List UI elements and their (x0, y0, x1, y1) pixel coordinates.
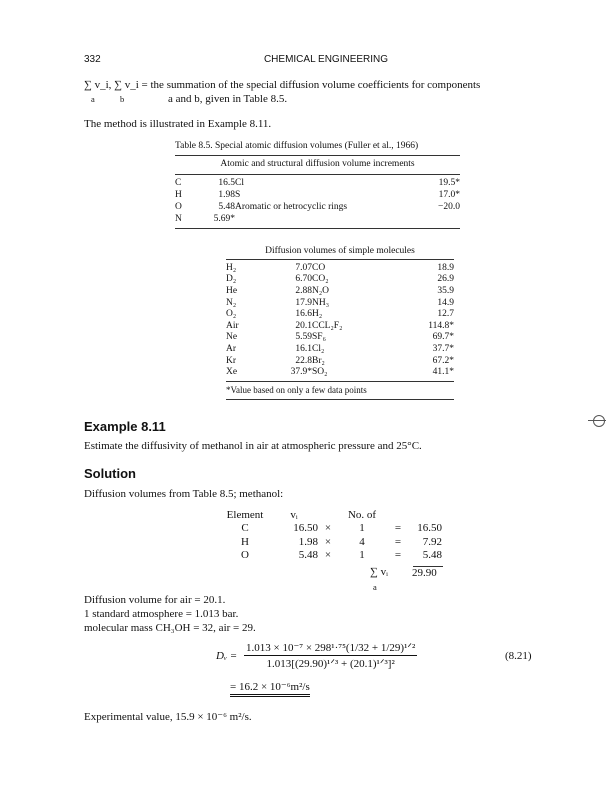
table-cell: 16.1 (295, 343, 312, 354)
table-row (226, 274, 454, 286)
col-element: Element (226, 508, 264, 521)
table-cell: C (175, 178, 182, 188)
sum-label: ∑ vᵢ (370, 566, 388, 578)
table-row (226, 262, 454, 274)
table-cell: × (324, 549, 332, 562)
crop-mark-circle-icon (593, 415, 605, 427)
table-row (175, 189, 460, 201)
table-row (175, 213, 460, 225)
table-cell: SO₂ (312, 367, 328, 378)
equation-fraction (244, 641, 417, 670)
table-cell: 5.48 (218, 202, 235, 212)
table-row (226, 343, 454, 355)
table-cell (405, 213, 460, 225)
table-cell: CCL₂F₂ (312, 320, 343, 331)
table-cell: 2.88 (295, 285, 312, 296)
table-cell (235, 213, 405, 225)
solution-intro: Diffusion volumes from Table 8.5; methanol: (84, 488, 284, 500)
table-cell: 17.0* (438, 190, 460, 200)
table2-heading: Diffusion volumes of simple molecules (265, 246, 415, 256)
page-number: 332 (84, 54, 101, 65)
result: = 16.2 × 10⁻⁶m²/s (230, 680, 310, 697)
table-row (226, 332, 454, 344)
divider (175, 155, 460, 156)
table-cell: 41.1* (432, 367, 454, 378)
table-cell: S (235, 190, 241, 200)
table-cell: 12.7 (437, 309, 454, 320)
table-cell: × (324, 535, 332, 548)
table-cell: O (175, 202, 182, 212)
intro-text: The method is illustrated in Example 8.11. (84, 118, 272, 130)
running-title: CHEMICAL ENGINEERING (263, 54, 389, 65)
table-row (175, 177, 460, 189)
definition-continuation: a and b, given in Table 8.5. (168, 93, 288, 105)
table-cell: Xe (226, 367, 238, 378)
table-row (226, 355, 454, 367)
table-cell: 16.50 (417, 522, 442, 535)
table-cell: Kr (226, 355, 237, 366)
solution-line: 1 standard atmosphere = 1.013 bar. (84, 608, 239, 620)
table-row (175, 201, 460, 213)
calculation-table (220, 508, 442, 562)
table-cell: −20.0 (438, 202, 460, 212)
table-caption: Table 8.5. Special atomic diffusion volumes (Fuller et al., 1966) (175, 141, 419, 151)
table-cell: 7.07 (295, 262, 312, 273)
sum-subscript: a (373, 582, 377, 592)
table-cell: N (175, 214, 182, 224)
table-cell: CO₂ (312, 274, 329, 285)
sum-value: 29.90 (412, 567, 437, 579)
molecule-volume-table (226, 262, 454, 378)
equation-lhs: Dᵥ = (216, 650, 238, 662)
definition-line (84, 79, 480, 91)
example-text: Estimate the diffusivity of methanol in air at atmospheric pressure and 25°C. (84, 440, 422, 452)
example-title: Example 8.11 (84, 419, 166, 434)
table-cell: 18.9 (437, 262, 454, 273)
table-cell: H (241, 535, 249, 548)
divider (226, 259, 454, 260)
equation-numerator: 1.013 × 10⁻⁷ × 298¹·⁷⁵(1/32 + 1/29)¹ᐟ² (246, 642, 416, 654)
table-cell: 16.5 (218, 178, 235, 188)
divider (175, 174, 460, 175)
table-cell: Cl₂ (312, 343, 325, 354)
table-cell: N₂ (226, 297, 237, 308)
equation-denominator: 1.013[(29.90)¹ᐟ³ + (20.1)¹ᐟ³]² (266, 658, 395, 670)
table-cell: 5.48 (422, 549, 442, 562)
table-cell: 17.9 (295, 297, 312, 308)
atomic-volume-table (175, 177, 460, 225)
table-cell: 37.7* (432, 343, 454, 354)
table-row (226, 320, 454, 332)
table-cell: 4 (359, 535, 365, 548)
table-cell: 67.2* (432, 355, 454, 366)
table-cell: 5.69* (213, 214, 235, 224)
table-cell: = (394, 535, 402, 548)
table-cell: 35.9 (437, 285, 454, 296)
table-cell: Aromatic or hetrocyclic rings (235, 202, 348, 212)
table-cell: 26.9 (437, 274, 454, 285)
divider (226, 381, 454, 382)
table-cell: 1 (359, 549, 365, 562)
experimental-value: Experimental value, 15.9 × 10⁻⁶ m²/s. (84, 711, 252, 723)
divider (226, 399, 454, 400)
summation-symbols: ∑ v_i, ∑ v_i = (84, 79, 148, 91)
table-cell: 7.92 (422, 535, 442, 548)
solution-title: Solution (84, 466, 136, 481)
table-cell: 16.50 (293, 522, 318, 535)
table-cell: 69.7* (432, 332, 454, 343)
table-cell: 1.98 (298, 535, 318, 548)
table-cell: CO (312, 262, 326, 273)
table-cell: Cl (235, 178, 244, 188)
table-row (220, 549, 442, 563)
table-cell: 16.6 (295, 309, 312, 320)
sub-b: b (120, 94, 125, 104)
table-cell: Br₂ (312, 355, 325, 366)
table1-heading: Atomic and structural diffusion volume increments (220, 159, 415, 169)
table-cell: H (175, 190, 182, 200)
table-cell: 1.98 (218, 190, 235, 200)
sub-a: a (91, 94, 95, 104)
table-cell: × (324, 522, 332, 535)
divider (175, 228, 460, 229)
table-cell: 14.9 (437, 297, 454, 308)
table-cell: O₂ (226, 309, 237, 320)
table-cell: SF₆ (312, 332, 326, 343)
table-cell: 5.59 (295, 332, 312, 343)
table-cell: 37.9* (290, 367, 312, 378)
table-cell: He (226, 285, 238, 296)
table-row (226, 285, 454, 297)
table-cell: H₂ (226, 262, 237, 273)
table-cell: 1 (359, 522, 365, 535)
table-cell: N₂O (312, 285, 330, 296)
table-cell: 22.8 (295, 355, 312, 366)
table-row (220, 522, 442, 536)
col-vi: vᵢ (290, 508, 298, 521)
table-cell: Air (226, 320, 239, 331)
table-cell: H₂ (312, 309, 323, 320)
definition-text: the summation of the special diffusion volume coefficients for components (150, 79, 481, 91)
table-cell: O (241, 549, 249, 562)
solution-line: Diffusion volume for air = 20.1. (84, 594, 226, 606)
table-cell: = (394, 549, 402, 562)
table-cell: C (241, 522, 249, 535)
equation-number: (8.21) (505, 650, 532, 662)
col-count: No. of (347, 508, 377, 521)
table-cell: = (394, 522, 402, 535)
table-cell: NH₃ (312, 297, 330, 308)
table-cell: Ne (226, 332, 238, 343)
table-cell: 5.48 (298, 549, 318, 562)
table-cell: D₂ (226, 274, 237, 285)
table-row (226, 366, 454, 378)
table-row (226, 297, 454, 309)
table-row (226, 308, 454, 320)
table-cell: 6.70 (295, 274, 312, 285)
solution-line: molecular mass CH₃OH = 32, air = 29. (84, 622, 256, 634)
table-cell: 19.5* (438, 178, 460, 188)
table-row (220, 535, 442, 549)
table-cell: Ar (226, 343, 237, 354)
table-cell: 114.8* (428, 320, 454, 331)
table-cell: 20.1 (295, 320, 312, 331)
table-footnote: *Value based on only a few data points (226, 385, 367, 395)
